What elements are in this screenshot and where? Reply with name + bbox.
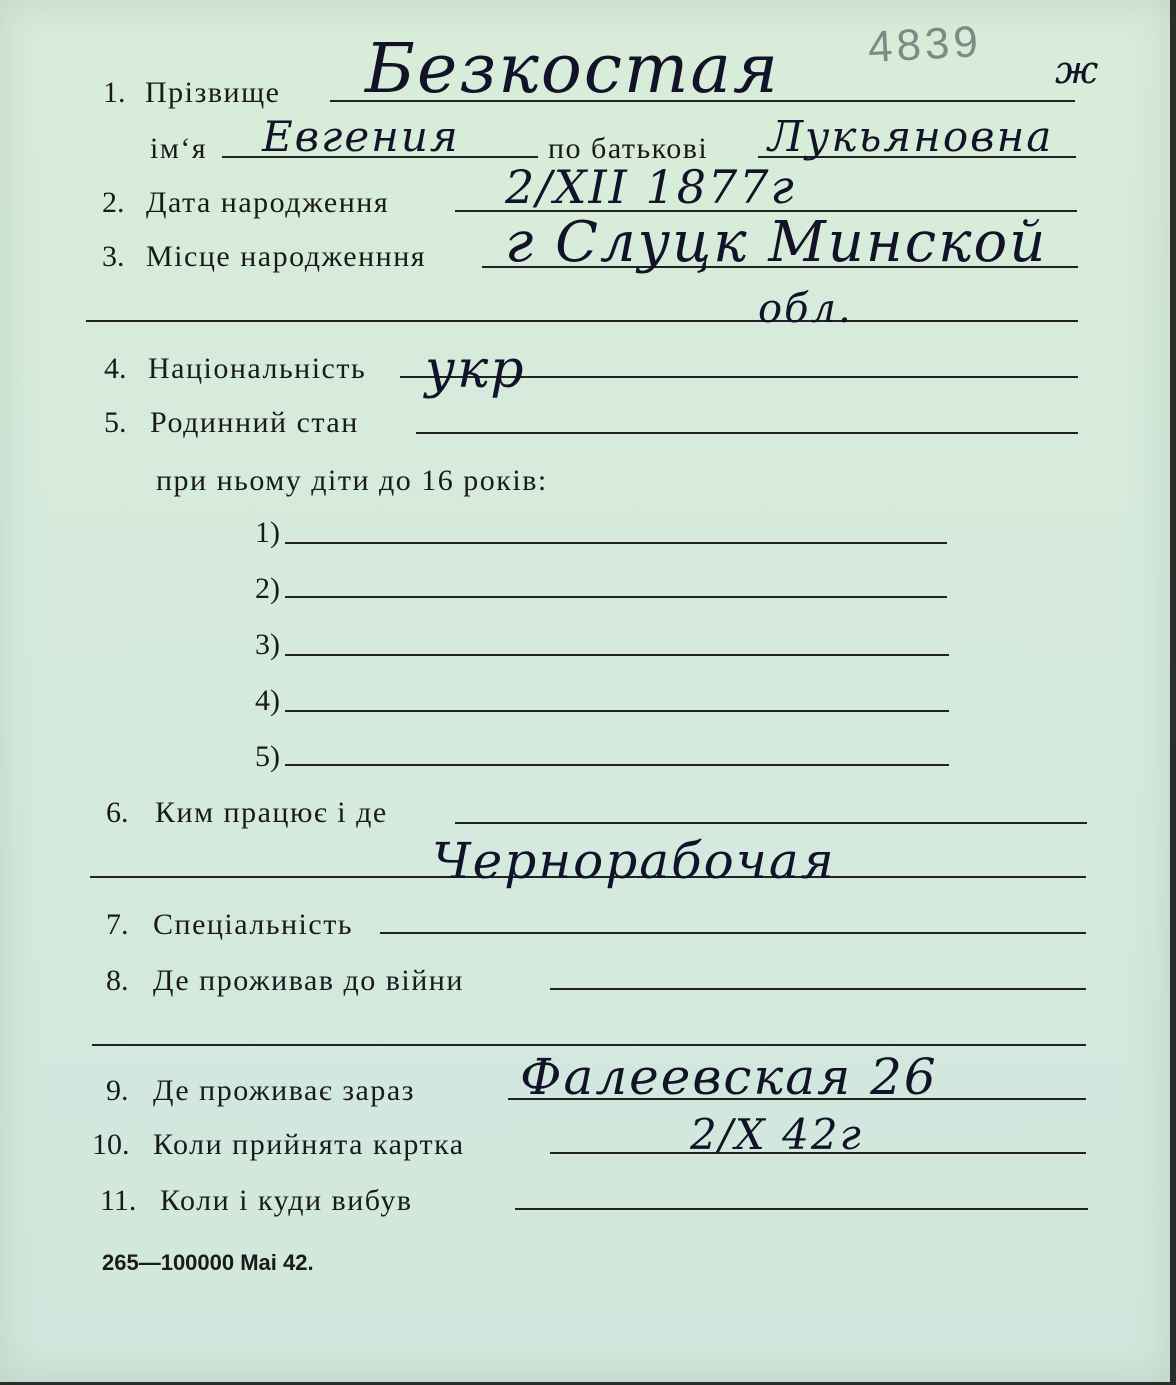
archive-suffix: ж — [1055, 48, 1101, 92]
work-line — [455, 822, 1087, 824]
field-6-number: 6. — [106, 796, 129, 829]
work-label: Ким працює і де — [155, 796, 388, 829]
field-7-number: 7. — [106, 908, 129, 941]
speciality-label: Спеціальність — [153, 908, 353, 941]
field-1-number: 1. — [103, 76, 126, 109]
patronymic-value: Лукьяновна — [768, 112, 1054, 161]
field-5-number: 5. — [104, 406, 127, 439]
child-5-number: 5) — [255, 740, 280, 773]
surname-value: Безкостая — [365, 30, 780, 109]
departure-line — [515, 1208, 1088, 1210]
nationality-value: укр — [425, 340, 526, 400]
marital-status-label: Родинний стан — [150, 406, 359, 439]
departure-label: Коли і куди вибув — [160, 1184, 413, 1217]
current-residence-value: Фалеевская 26 — [520, 1048, 938, 1106]
child-4-number: 4) — [255, 684, 280, 717]
birth-place-value: г Слуцк Минской — [505, 210, 1048, 275]
prewar-residence-line-2 — [92, 1044, 1086, 1046]
work-value: Чернорабочая — [432, 832, 836, 890]
print-code: 265—100000 Mai 42. — [102, 1250, 314, 1275]
marital-status-line — [416, 432, 1078, 434]
birth-date-label: Дата народження — [146, 186, 390, 219]
birth-place-label: Місце народженння — [146, 240, 427, 273]
field-3-number: 3. — [102, 240, 125, 273]
birth-place-line-2 — [86, 320, 1078, 322]
children-label: при ньому діти до 16 років: — [156, 464, 548, 497]
prewar-residence-label: Де проживав до війни — [153, 964, 464, 997]
child-5-line — [285, 764, 949, 766]
child-1-number: 1) — [255, 516, 280, 549]
child-4-line — [285, 710, 949, 712]
card-accepted-label: Коли прийнята картка — [153, 1128, 465, 1161]
first-name-value: Евгения — [262, 112, 460, 161]
field-11-number: 11. — [100, 1184, 137, 1217]
field-4-number: 4. — [104, 352, 127, 385]
birth-date-value: 2/XII 1877г — [505, 160, 796, 214]
child-3-line — [285, 654, 949, 656]
field-2-number: 2. — [102, 186, 125, 219]
current-residence-label: Де проживає зараз — [153, 1074, 416, 1107]
nationality-label: Національність — [148, 352, 367, 385]
field-9-number: 9. — [106, 1074, 129, 1107]
card-accepted-value: 2/X 42г — [690, 1110, 863, 1159]
field-10-number: 10. — [92, 1128, 130, 1161]
page-edge — [1170, 0, 1176, 1385]
prewar-residence-line — [550, 988, 1086, 990]
child-1-line — [285, 542, 947, 544]
child-2-number: 2) — [255, 572, 280, 605]
speciality-line — [380, 932, 1086, 934]
surname-label: Прізвище — [145, 76, 281, 109]
field-8-number: 8. — [106, 964, 129, 997]
birth-place-value-2: обл. — [758, 286, 853, 332]
first-name-label: ім‘я — [150, 132, 208, 165]
patronymic-label: по батькові — [548, 132, 709, 165]
child-2-line — [285, 596, 947, 598]
child-3-number: 3) — [255, 628, 280, 661]
archive-number: 4839 — [866, 17, 984, 72]
